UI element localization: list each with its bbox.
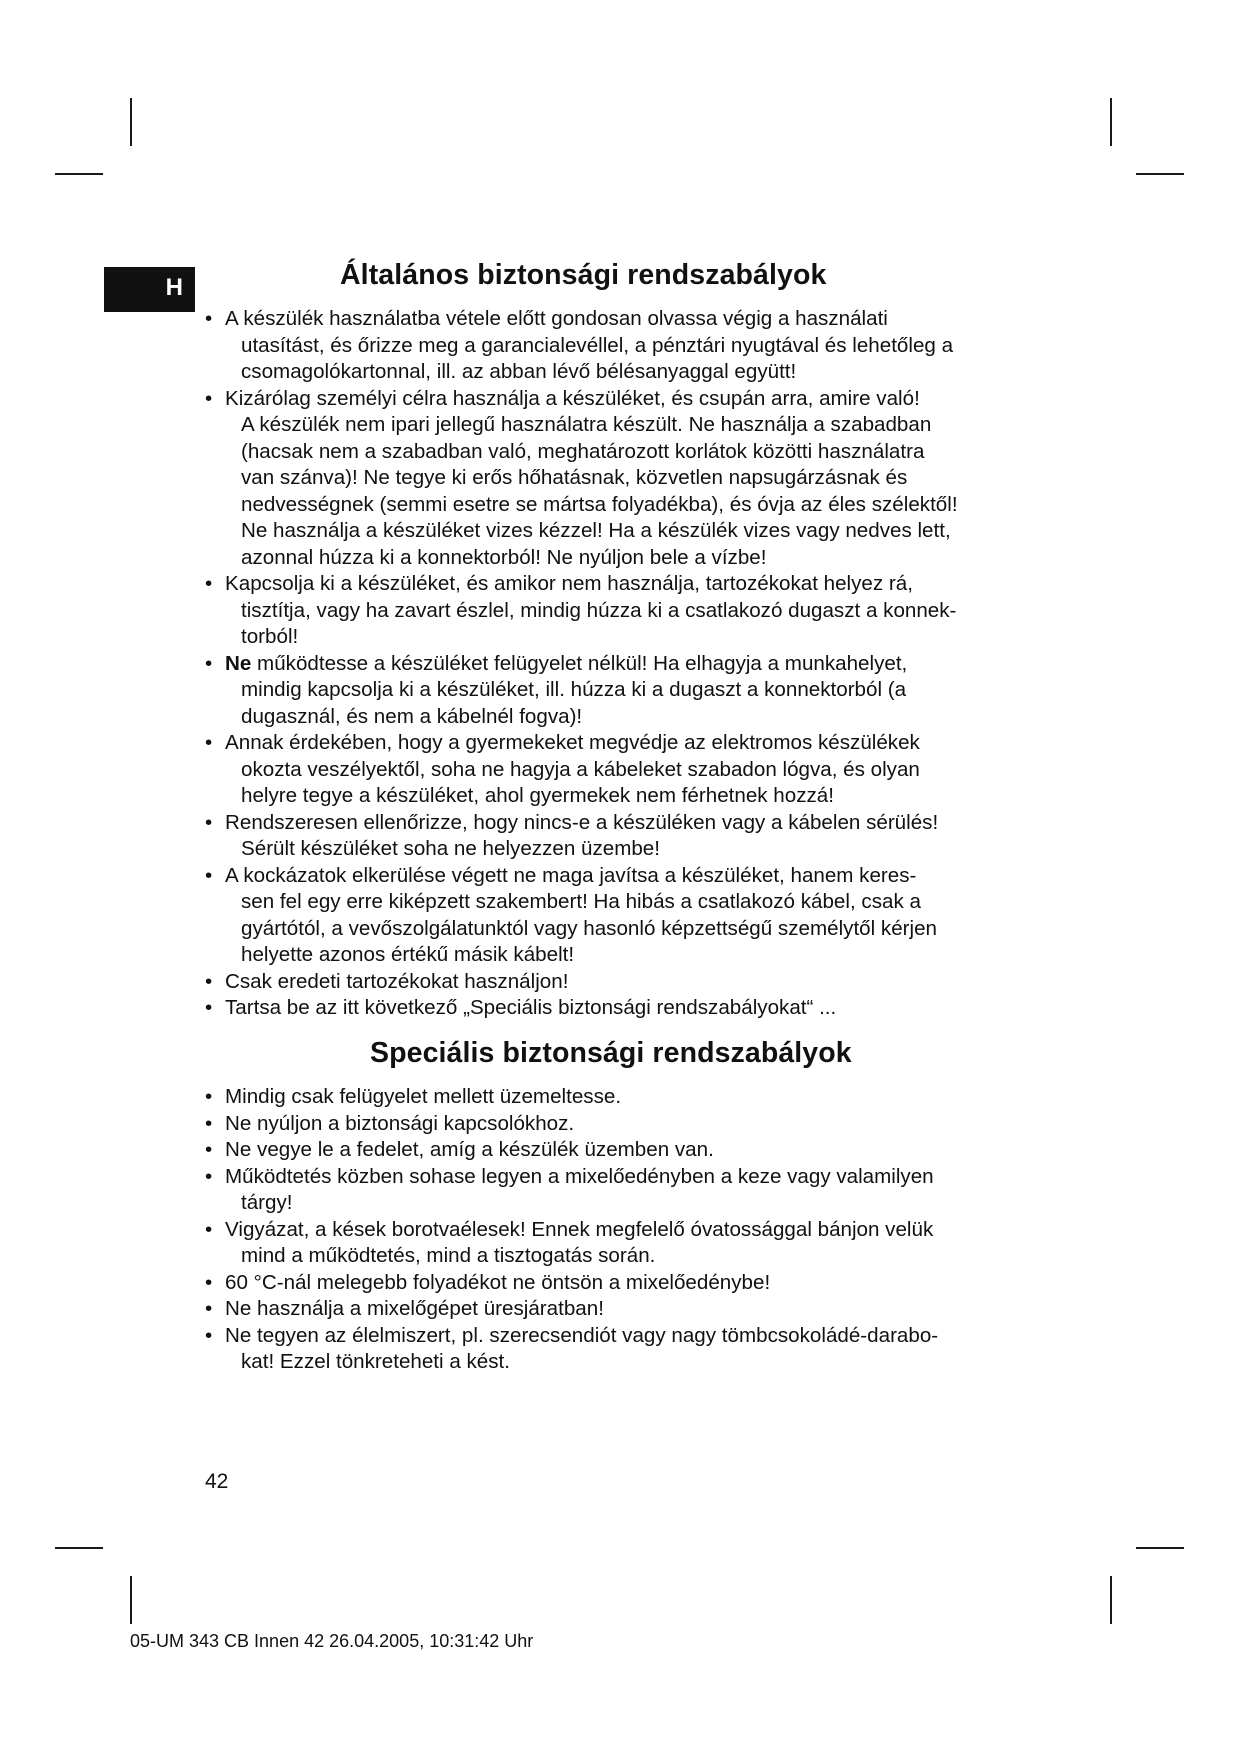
crop-mark-top-left-vertical bbox=[130, 98, 132, 146]
list-item bbox=[205, 1084, 1095, 1111]
crop-mark-top-right-vertical bbox=[1110, 98, 1112, 146]
special-safety-list bbox=[205, 1084, 1095, 1376]
list-item-line: okozta veszélyektől, soha ne hagyja a kábeleket szabadon lógva, és olyan bbox=[241, 757, 920, 781]
list-item bbox=[205, 995, 1095, 1022]
list-item-line: (hacsak nem a szabadban való, meghatározott korlátok közötti használatra bbox=[241, 439, 925, 463]
list-item-line: tárgy! bbox=[241, 1191, 293, 1214]
list-item-line bbox=[225, 651, 1095, 678]
list-item bbox=[205, 1164, 1095, 1217]
bullet-icon: • bbox=[205, 1164, 213, 1188]
language-tab bbox=[104, 267, 195, 312]
general-safety-list bbox=[205, 306, 1095, 1022]
crop-mark-bottom-right-vertical bbox=[1110, 1576, 1112, 1624]
bullet-icon: • bbox=[205, 863, 213, 887]
bullet-icon: • bbox=[205, 572, 213, 595]
bullet-icon: • bbox=[205, 969, 213, 993]
list-item-line: Kizárólag személyi célra használja a készüléket, és csupán arra, amire való! bbox=[225, 386, 920, 410]
list-item bbox=[205, 1217, 1095, 1270]
list-item bbox=[205, 306, 1095, 386]
page-number: 42 bbox=[205, 1470, 229, 1493]
list-item-line: A készülék használatba vétele előtt gondosan olvassa végig a használati bbox=[225, 307, 888, 330]
list-item-line: helyette azonos értékű másik kábelt! bbox=[241, 943, 575, 966]
list-item-line: csomagolókartonnal, ill. az abban lévő bélésanyaggal együtt! bbox=[241, 360, 797, 383]
list-item bbox=[205, 1137, 1095, 1164]
bullet-icon: • bbox=[205, 731, 213, 754]
list-item bbox=[205, 1111, 1095, 1138]
list-item-line: azonnal húzza ki a konnektorból! Ne nyúljon bele a vízbe! bbox=[241, 545, 767, 569]
bullet-icon: • bbox=[205, 386, 213, 410]
crop-mark-top-left-horizontal bbox=[55, 173, 103, 175]
bullet-icon: • bbox=[205, 996, 213, 1019]
crop-mark-bottom-right-horizontal bbox=[1136, 1547, 1184, 1549]
list-item bbox=[205, 1270, 1095, 1297]
general-safety-heading: Általános biztonsági rendszabályok bbox=[340, 259, 827, 291]
list-item bbox=[205, 571, 1095, 651]
list-item-line: kat! Ezzel tönkreteheti a kést. bbox=[241, 1350, 510, 1373]
list-item bbox=[205, 651, 1095, 731]
list-item-line: Sérült készüléket soha ne helyezzen üzembe! bbox=[241, 837, 660, 860]
bullet-icon: • bbox=[205, 651, 213, 675]
list-item-line: sen fel egy erre kiképzett szakembert! Ha hibás a csatlakozó kábel, csak a bbox=[241, 890, 921, 913]
bullet-icon: • bbox=[205, 307, 213, 330]
list-item-line: gyártótól, a vevőszolgálatunktól vagy hasonló képzettségű személytől kérjen bbox=[241, 916, 938, 940]
list-item-line: Ne nyúljon a biztonsági kapcsolókhoz. bbox=[225, 1111, 575, 1135]
bullet-icon: • bbox=[205, 1138, 213, 1161]
list-item-line: A készülék nem ipari jellegű használatra készült. Ne használja a szabadban bbox=[241, 413, 932, 436]
list-item-line: Működtetés közben sohase legyen a mixelőedényben a keze vagy valamilyen bbox=[225, 1164, 934, 1188]
bullet-icon: • bbox=[205, 810, 213, 834]
bold-prefix: Ne bbox=[225, 651, 252, 675]
list-item-line: van szánva)! Ne tegye ki erős hőhatásnak, közvetlen napsugárzásnak és bbox=[241, 466, 908, 489]
list-item-line: torból! bbox=[241, 625, 299, 648]
list-item-line: nedvességnek (semmi esetre se mártsa folyadékba), és óvja az éles szélektől! bbox=[241, 492, 958, 516]
list-item-line: Ne vegye le a fedelet, amíg a készülék üzemben van. bbox=[225, 1138, 714, 1161]
bullet-icon: • bbox=[205, 1111, 213, 1135]
list-item-line: utasítást, és őrizze meg a garancialevéllel, a pénztári nyugtával és lehetőleg a bbox=[241, 333, 954, 357]
list-item-line: Ne használja a mixelőgépet üresjáratban! bbox=[225, 1297, 604, 1320]
list-item-text: működtesse a készüléket felügyelet nélkül! Ha elhagyja a munkahelyet, bbox=[251, 651, 908, 675]
print-footer: 05-UM 343 CB Innen 42 26.04.2005, 10:31:42 Uhr bbox=[130, 1631, 534, 1651]
list-item-line: Ne használja a készüléket vizes kézzel! Ha a készülék vizes vagy nedves lett, bbox=[241, 519, 951, 542]
list-item bbox=[205, 863, 1095, 969]
list-item-line: helyre tegye a készüléket, ahol gyermekek nem férhetnek hozzá! bbox=[241, 784, 834, 807]
crop-mark-bottom-left-vertical bbox=[130, 1576, 132, 1624]
special-safety-heading: Speciális biztonsági rendszabályok bbox=[370, 1037, 852, 1069]
list-item-line: Tartsa be az itt következő „Speciális biztonsági rendszabályokat“ ... bbox=[225, 996, 837, 1019]
list-item-line: A kockázatok elkerülése végett ne maga javítsa a készüléket, hanem keres- bbox=[225, 863, 917, 887]
list-item-line: Mindig csak felügyelet mellett üzemeltesse. bbox=[225, 1085, 622, 1108]
list-item bbox=[205, 1323, 1095, 1376]
list-item-line: mindig kapcsolja ki a készüléket, ill. húzza ki a dugaszt a konnektorból (a bbox=[241, 678, 907, 701]
list-item-line: dugasznál, és nem a kábelnél fogva)! bbox=[241, 704, 583, 728]
crop-mark-top-right-horizontal bbox=[1136, 173, 1184, 175]
list-item-line: Csak eredeti tartozékokat használjon! bbox=[225, 969, 569, 993]
list-item-line: Rendszeresen ellenőrizze, hogy nincs-e a készüléken vagy a kábelen sérülés! bbox=[225, 810, 939, 834]
list-item bbox=[205, 969, 1095, 996]
bullet-icon: • bbox=[205, 1270, 213, 1294]
bullet-icon: • bbox=[205, 1217, 213, 1241]
list-item-line: Vigyázat, a kések borotvaélesek! Ennek megfelelő óvatossággal bánjon velük bbox=[225, 1217, 934, 1241]
list-item-line: 60 °C-nál melegebb folyadékot ne öntsön a mixelőedénybe! bbox=[225, 1270, 771, 1294]
bullet-icon: • bbox=[205, 1297, 213, 1320]
list-item-line: Kapcsolja ki a készüléket, és amikor nem használja, tartozékokat helyez rá, bbox=[225, 572, 913, 595]
list-item-line: Ne tegyen az élelmiszert, pl. szerecsendiót vagy nagy tömbcsokoládé-darabo- bbox=[225, 1323, 939, 1347]
crop-mark-bottom-left-horizontal bbox=[55, 1547, 103, 1549]
list-item-line: Annak érdekében, hogy a gyermekeket megvédje az elektromos készülékek bbox=[225, 731, 920, 754]
bullet-icon: • bbox=[205, 1085, 213, 1108]
bullet-icon: • bbox=[205, 1323, 213, 1347]
list-item bbox=[205, 386, 1095, 572]
list-item-line: mind a működtetés, mind a tisztogatás során. bbox=[241, 1244, 656, 1267]
list-item-line: tisztítja, vagy ha zavart észlel, mindig húzza ki a csatlakozó dugaszt a konnek- bbox=[241, 598, 957, 622]
list-item bbox=[205, 1296, 1095, 1323]
list-item bbox=[205, 810, 1095, 863]
language-tab-label: H bbox=[165, 274, 183, 301]
list-item bbox=[205, 730, 1095, 810]
